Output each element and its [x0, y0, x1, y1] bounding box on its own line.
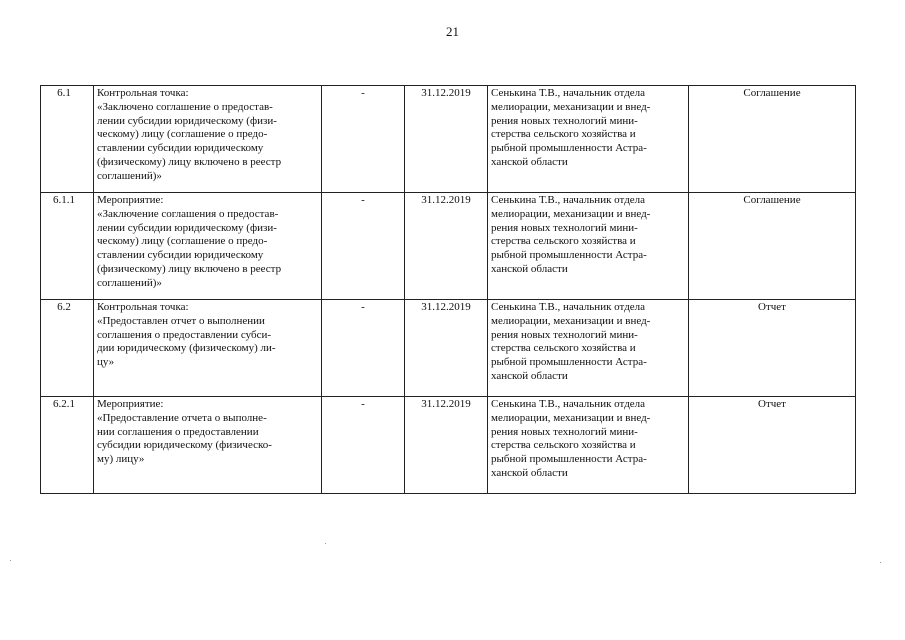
end-date-cell	[405, 86, 488, 193]
result-document: Отчет	[758, 301, 786, 313]
responsible-cell	[488, 300, 689, 397]
end-date: 31.12.2019	[421, 87, 471, 99]
scan-speck	[10, 560, 11, 561]
start-date: -	[361, 194, 365, 206]
event-description: «Заключение соглашения о предостав- лении субсидии юридическому (физи- ческому) лицу (соглашение о предо- ставлении субсидии юридическому (физическому) лицу включено в реестр соглашений)»	[97, 207, 282, 289]
responsible-person: Сенькина Т.В., начальник отдела мелиорации, механизации и внед- рения новых технологий мини- стерства сельского хозяйства и рыбной промышленности Астра- ханской области	[491, 194, 651, 275]
end-date-cell	[405, 397, 488, 494]
event-type: Контрольная точка:	[97, 87, 189, 99]
result-cell	[689, 397, 856, 494]
end-date-cell	[405, 300, 488, 397]
event-description: «Предоставление отчета о выполне- нии соглашения о предоставлении субсидии юридическому (физическо- му) лицу»	[97, 411, 272, 466]
result-cell	[689, 300, 856, 397]
result-document: Соглашение	[743, 194, 801, 206]
responsible-cell	[488, 193, 689, 300]
row-number-cell	[41, 300, 94, 397]
row-number: 6.1	[57, 87, 71, 99]
plan-table	[40, 85, 856, 494]
description-cell	[94, 300, 322, 397]
page-number: 21	[446, 24, 459, 39]
event-type: Мероприятие:	[97, 398, 164, 410]
row-number: 6.1.1	[53, 194, 75, 206]
row-number: 6.2.1	[53, 398, 75, 410]
result-document: Отчет	[758, 398, 786, 410]
row-number-cell	[41, 397, 94, 494]
start-date: -	[361, 87, 365, 99]
event-type: Мероприятие:	[97, 194, 164, 206]
event-description: «Предоставлен отчет о выполнении соглашения о предоставлении субси- дии юридическому (физическому) ли- цу»	[97, 314, 276, 369]
event-type: Контрольная точка:	[97, 301, 189, 313]
end-date: 31.12.2019	[421, 194, 471, 206]
start-date-cell	[322, 300, 405, 397]
start-date-cell	[322, 193, 405, 300]
responsible-person: Сенькина Т.В., начальник отдела мелиорации, механизации и внед- рения новых технологий мини- стерства сельского хозяйства и рыбной промышленности Астра- ханской области	[491, 87, 651, 168]
responsible-person: Сенькина Т.В., начальник отдела мелиорации, механизации и внед- рения новых технологий мини- стерства сельского хозяйства и рыбной промышленности Астра- ханской области	[491, 301, 651, 382]
table-row	[41, 300, 856, 397]
row-number: 6.2	[57, 301, 71, 313]
start-date: -	[361, 301, 365, 313]
description-cell	[94, 193, 322, 300]
scan-speck	[880, 562, 881, 563]
end-date-cell	[405, 193, 488, 300]
end-date: 31.12.2019	[421, 301, 471, 313]
result-document: Соглашение	[743, 87, 801, 99]
description-cell	[94, 86, 322, 193]
table-row	[41, 193, 856, 300]
event-description: «Заключено соглашение о предостав- лении субсидии юридическому (физи- ческому) лицу (соглашение о предо- ставлении субсидии юридическому (физическому) лицу включено в реестр соглашений)»	[97, 100, 282, 182]
scan-speck	[325, 543, 326, 544]
description-cell	[94, 397, 322, 494]
result-cell	[689, 193, 856, 300]
start-date-cell	[322, 86, 405, 193]
responsible-cell	[488, 397, 689, 494]
responsible-cell	[488, 86, 689, 193]
result-cell	[689, 86, 856, 193]
table-row	[41, 86, 856, 193]
end-date: 31.12.2019	[421, 398, 471, 410]
start-date: -	[361, 398, 365, 410]
responsible-person: Сенькина Т.В., начальник отдела мелиорации, механизации и внед- рения новых технологий мини- стерства сельского хозяйства и рыбной промышленности Астра- ханской области	[491, 398, 651, 479]
table-row	[41, 397, 856, 494]
row-number-cell	[41, 86, 94, 193]
row-number-cell	[41, 193, 94, 300]
start-date-cell	[322, 397, 405, 494]
